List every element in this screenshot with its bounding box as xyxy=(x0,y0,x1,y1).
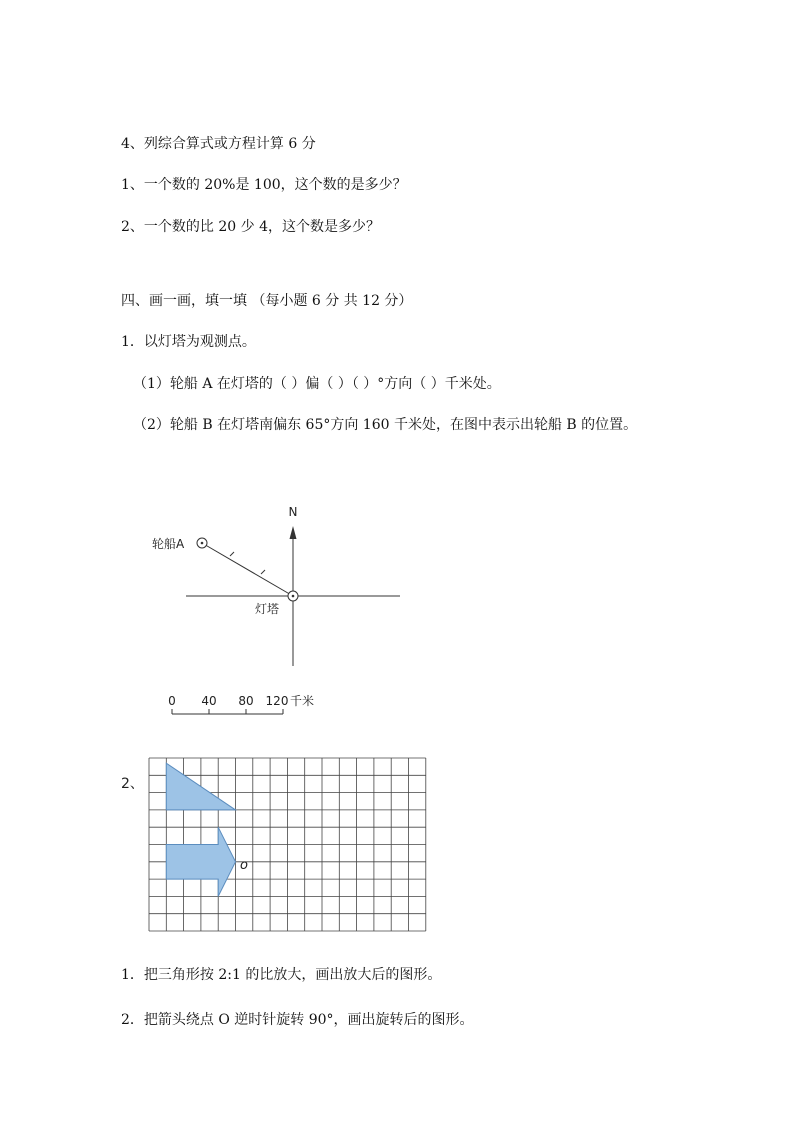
ship-a-bearing-line xyxy=(202,543,293,596)
bearing-tick-1 xyxy=(230,552,234,556)
point-o-label: o xyxy=(240,858,248,873)
scale-unit-label: 千米 xyxy=(290,694,315,708)
section4-heading: 4、列综合算式或方程计算 6 分 xyxy=(121,136,316,152)
lighthouse-label: 灯塔 xyxy=(255,602,280,616)
north-arrow-icon xyxy=(290,526,297,539)
section-draw-heading: 四、画一画，填一填 （每小题 6 分 共 12 分） xyxy=(121,293,413,309)
task-2-text: 2．把箭头绕点 O 逆时针旋转 90°，画出旋转后的图形。 xyxy=(121,1012,474,1028)
section4-question-2: 2、一个数的比 20 少 4，这个数是多少？ xyxy=(121,219,380,235)
compass-figure xyxy=(152,505,400,714)
task-1-text: 1．把三角形按 2:1 的比放大，画出放大后的图形。 xyxy=(121,967,442,983)
section4-question-1: 1、一个数的 20%是 100，这个数的是多少？ xyxy=(121,177,407,193)
scale-label-0: 0 xyxy=(168,694,176,708)
scale-bar xyxy=(168,693,314,714)
section-draw-item-1-sub-2: （2）轮船 B 在灯塔南偏东 65°方向 160 千米处，在图中表示出轮船 B 的位置。 xyxy=(133,417,638,433)
north-label: N xyxy=(288,505,298,519)
scale-label-80: 80 xyxy=(238,694,254,708)
ship-a-marker-dot xyxy=(201,542,204,545)
scale-label-120: 120 xyxy=(265,694,289,708)
grid-figure xyxy=(121,758,426,931)
scale-label-40: 40 xyxy=(201,694,217,708)
ship-a-label: 轮船A xyxy=(152,537,185,551)
section-draw-item-1-sub-1: （1）轮船 A 在灯塔的（ ）偏（ ）（ ）°方向（ ）千米处。 xyxy=(133,376,501,392)
grid-figure-number: 2、 xyxy=(121,776,144,792)
bearing-tick-2 xyxy=(261,570,265,574)
section-draw-item-1: 1．以灯塔为观测点。 xyxy=(121,334,256,350)
lighthouse-marker-dot xyxy=(292,595,295,598)
